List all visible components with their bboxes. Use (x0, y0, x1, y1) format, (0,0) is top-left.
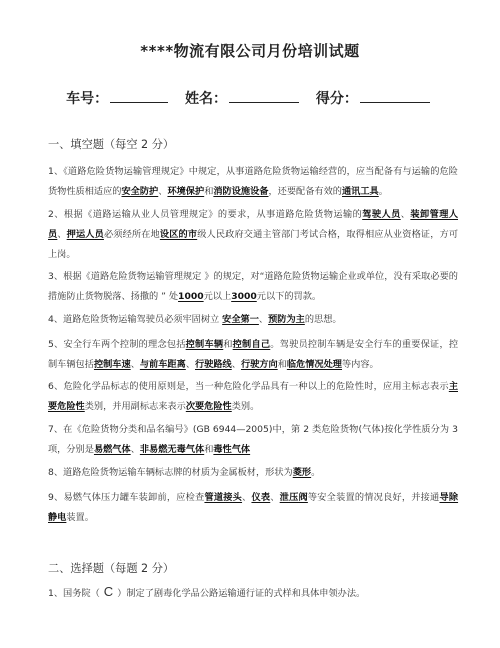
question-5 (48, 335, 458, 375)
page-title: ****物流有限公司月份培训试题 (140, 42, 360, 60)
q9-text-2: 、 (242, 492, 252, 503)
q4-text-2: 、 (258, 314, 269, 325)
q9-text-4: 等安全装置的情况良好，并接通 (307, 492, 440, 503)
q4-answer-1: 安全第一 (222, 314, 259, 325)
q5-answer-1: 控制车辆 (185, 339, 224, 350)
question-3 (48, 267, 458, 307)
question-9 (48, 488, 458, 528)
q9-text-3: 、 (270, 492, 280, 503)
q1-answer-3: 消防设施设备 (213, 186, 269, 197)
q7-text-1: 7、在《危险货物分类和品名编号》(GB 6944—2005)中，第 2 类危险货物(气体)按化学性质分为 3 项，分别是 (48, 424, 458, 455)
q6-answer-1: 主要危险性 (48, 381, 458, 412)
exam-info-row (0, 88, 500, 108)
question-2 (48, 205, 458, 265)
cq1-answer: C (103, 584, 114, 599)
q1-text-2: 、 (158, 186, 168, 197)
q8-answer-1: 菱形 (292, 467, 312, 478)
score-label: 得分： (315, 91, 358, 107)
q6-text-1: 6、危险化学品标志的使用原则是，当一种危险化学品具有一种以上的危险性时，应用主标志表示 (48, 381, 449, 392)
q2-text-1: 2、根据《道路运输从业人员管理规定》的要求，从事道路危险货物运输的 (48, 209, 363, 220)
q2-answer-2: 装卸管理人员 (48, 209, 459, 240)
question-6 (48, 377, 458, 417)
q3-answer-1: 1000 (178, 291, 204, 302)
q7-answer-1: 易燃气体 (93, 444, 131, 455)
vehicle-number-blank[interactable] (110, 89, 168, 103)
q9-text-5: 装置。 (66, 512, 94, 523)
q9-text-1: 9、易燃气体压力罐车装卸前，应检查 (48, 492, 205, 503)
q7-text-2: 、 (130, 444, 140, 455)
q2-text-5: 级人民政府交通主管部门考试合格，取得相应从业资格证，方可上岗。 (48, 229, 459, 260)
q4-answer-2: 预防为主 (268, 314, 305, 325)
q9-answer-1: 管道接头 (204, 492, 243, 503)
q8-text-1: 8、道路危险货物运输车辆标志牌的材质为金属板材，形状为 (48, 467, 293, 478)
q1-text-4: ，还要配备有效的 (268, 186, 342, 197)
name-blank[interactable] (229, 89, 299, 103)
q3-text-2: 元以上 (203, 291, 232, 302)
question-1 (48, 162, 458, 202)
q5-text-8: 等内容。 (342, 359, 379, 370)
section-heading-fill-in: 一、填空题（每空 2 分） (48, 138, 175, 151)
q9-answer-3: 泄压阀 (279, 492, 308, 503)
q8-text-2: 。 (311, 467, 321, 478)
q5-answer-5: 行驶路线 (195, 359, 232, 370)
section-heading-choice: 二、选择题（每题 2 分） (48, 562, 175, 575)
q1-answer-4: 通讯工具 (342, 186, 379, 197)
q4-text-1: 4、道路危险货物运输驾驶员必须牢固树立 (48, 314, 223, 325)
question-7 (48, 420, 458, 460)
choice-question-1 (48, 582, 458, 604)
cq1-text-2: ）制定了剧毒化学品公路运输通行证的式样和具体申领办法。 (117, 588, 366, 599)
q6-text-3: 类别。 (231, 401, 260, 412)
name-label: 姓名： (185, 91, 227, 107)
q5-answer-4: 与前车距离 (139, 359, 186, 370)
q5-text-3: 。驾驶员控制车辆是安全行车的重要保证，控制车辆包括 (48, 339, 459, 370)
q4-text-3: 的思想。 (304, 314, 342, 325)
q5-text-6: 、 (231, 359, 241, 370)
q1-answer-2: 环境保护 (167, 186, 205, 197)
q2-answer-3: 押运人员 (66, 229, 104, 240)
q1-text-5: 。 (378, 186, 388, 197)
q5-text-5: 、 (185, 359, 195, 370)
q7-text-3: 和 (204, 444, 214, 455)
q9-answer-4: 导除静电 (48, 492, 459, 523)
q1-text-3: 和 (204, 186, 214, 197)
q2-text-3: 、 (57, 229, 67, 240)
q6-answer-2: 次要危险性 (185, 401, 232, 412)
q6-text-2: 类别，并用副标志来表示 (84, 401, 186, 412)
q5-answer-3: 控制车速 (93, 359, 131, 370)
q5-answer-7: 临危情况处理 (286, 359, 342, 370)
q5-text-1: 5、安全行车两个控制的理念包括 (48, 339, 186, 350)
q9-answer-2: 仪表 (251, 492, 271, 503)
q5-text-7: 和 (277, 359, 287, 370)
q2-answer-1: 驾驶人员 (362, 209, 401, 220)
q5-text-2: 和 (223, 339, 233, 350)
question-4 (48, 310, 458, 330)
q1-text-1: 1、《道路危险货物运输管理规定》中规定，从事道路危险货物运输经营的，应当配备有与运输的危险货物性质相适应的 (48, 166, 458, 197)
q3-text-3: 元以下的罚款。 (256, 291, 322, 302)
q5-answer-6: 行驶方向 (240, 359, 278, 370)
q2-text-2: 、 (400, 209, 411, 220)
cq1-text-1: 1、国务院（ (48, 588, 100, 599)
q5-text-4: 、 (130, 359, 140, 370)
score-blank[interactable] (360, 89, 430, 103)
q7-answer-2: 非易燃无毒气体 (139, 444, 205, 455)
q2-answer-4: 设区的市 (159, 229, 198, 240)
q2-text-4: 必须经所在地 (103, 229, 160, 240)
q7-answer-3: 毒性气体 (213, 444, 251, 455)
q3-answer-2: 3000 (231, 291, 257, 302)
vehicle-number-label: 车号： (66, 91, 109, 107)
question-8 (48, 463, 458, 483)
q5-answer-2: 控制自己 (232, 339, 271, 350)
q1-answer-1: 安全防护 (121, 186, 159, 197)
q3-text-1: 3、根据《道路危险货物运输管理规定 》的规定，对“道路危险货物运输企业或单位，没有采取必要的措施防止货物脱落、扬撒的 ” 处 (48, 271, 458, 302)
